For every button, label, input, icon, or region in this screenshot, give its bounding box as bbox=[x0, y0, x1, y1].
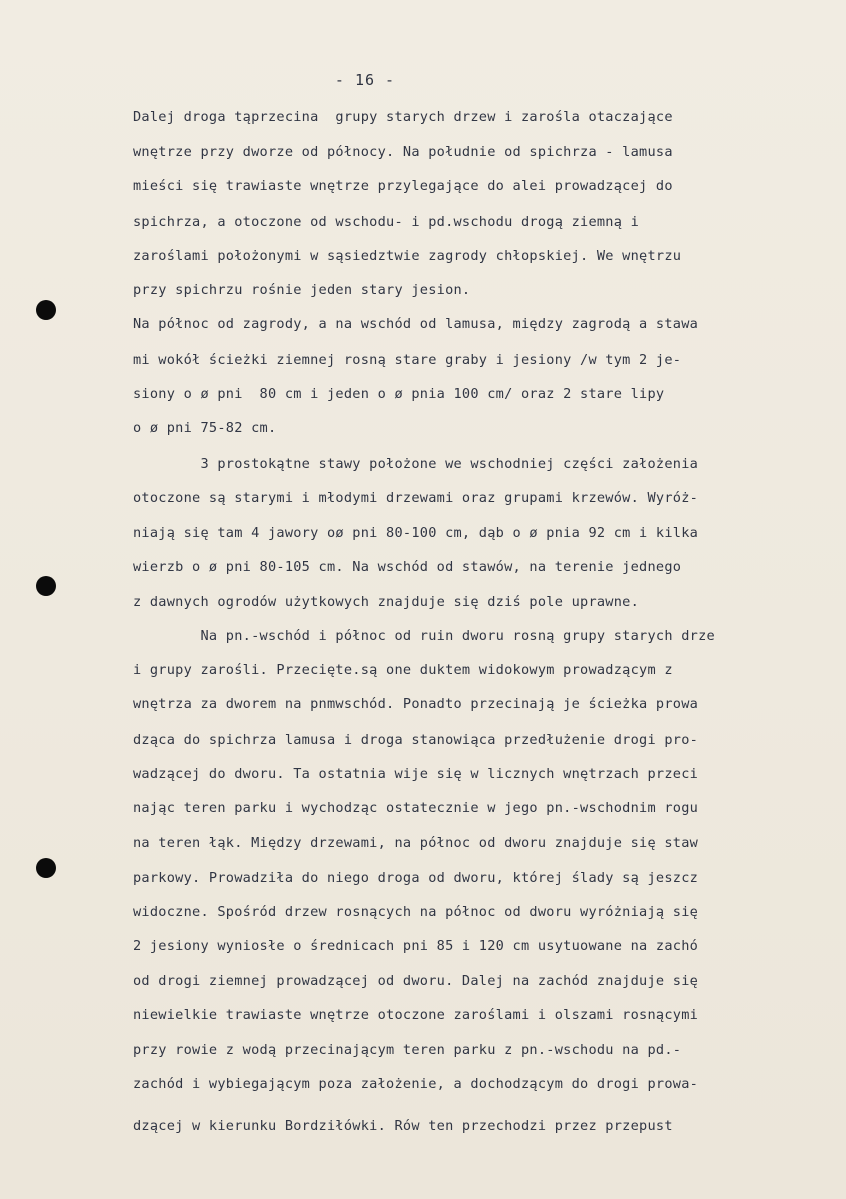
text-line: siony o ø pni 80 cm i jeden o ø pnia 100 cm/ oraz 2 stare lipy bbox=[133, 386, 665, 402]
text-line: nając teren parku i wychodząc ostatecznie w jego pn.-wschodnim rogu bbox=[133, 800, 699, 816]
text-line: wnętrze przy dworze od północy. Na południe od spichrza - lamusa bbox=[133, 144, 673, 160]
text-line: 3 prostokątne stawy położone we wschodniej części założenia bbox=[133, 456, 699, 472]
text-line: Na północ od zagrody, a na wschód od lamusa, między zagrodą a stawa bbox=[133, 316, 699, 332]
text-line: przy rowie z wodą przecinającym teren parku z pn.-wschodu na pd.- bbox=[133, 1042, 682, 1058]
punch-hole-bottom bbox=[36, 858, 56, 878]
text-line: o ø pni 75-82 cm. bbox=[133, 420, 277, 436]
punch-hole-top bbox=[36, 300, 56, 320]
text-line: niają się tam 4 jawory oø pni 80-100 cm, dąb o ø pnia 92 cm i kilka bbox=[133, 525, 699, 541]
text-line: mieści się trawiaste wnętrze przylegające do alei prowadzącej do bbox=[133, 178, 673, 194]
text-line: wadzącej do dworu. Ta ostatnia wije się w licznych wnętrzach przeci bbox=[133, 766, 699, 782]
text-line: 2 jesiony wyniosłe o średnicach pni 85 i 120 cm usytuowane na zachó bbox=[133, 938, 699, 954]
text-line: wnętrza za dworem na pnmwschód. Ponadto przecinają je ścieżka prowa bbox=[133, 696, 699, 712]
text-line: i grupy zarośli. Przecięte.są one duktem widokowym prowadzącym z bbox=[133, 662, 673, 678]
text-line: na teren łąk. Między drzewami, na północ od dworu znajduje się staw bbox=[133, 835, 699, 851]
text-line: Na pn.-wschód i północ od ruin dworu rosną grupy starych drze bbox=[133, 628, 715, 644]
text-line: widoczne. Spośród drzew rosnących na północ od dworu wyróżniają się bbox=[133, 904, 699, 920]
text-line: otoczone są starymi i młodymi drzewami oraz grupami krzewów. Wyróż- bbox=[133, 490, 699, 506]
punch-hole-middle bbox=[36, 576, 56, 596]
text-line: mi wokół ścieżki ziemnej rosną stare graby i jesiony /w tym 2 je- bbox=[133, 352, 682, 368]
text-line: niewielkie trawiaste wnętrze otoczone zaroślami i olszami rosnącymi bbox=[133, 1007, 699, 1023]
page-number: - 16 - bbox=[334, 71, 396, 89]
text-line: od drogi ziemnej prowadzącej od dworu. Dalej na zachód znajduje się bbox=[133, 973, 699, 989]
text-line: spichrza, a otoczone od wschodu- i pd.wschodu drogą ziemną i bbox=[133, 214, 640, 230]
text-line: dząca do spichrza lamusa i droga stanowiąca przedłużenie drogi pro- bbox=[133, 732, 699, 748]
text-line: przy spichrzu rośnie jeden stary jesion. bbox=[133, 282, 471, 298]
text-line: parkowy. Prowadziła do niego droga od dworu, której ślady są jeszcz bbox=[133, 870, 699, 886]
text-line: dzącej w kierunku Bordziłówki. Rów ten przechodzi przez przepust bbox=[133, 1118, 673, 1134]
text-line: wierzb o ø pni 80-105 cm. Na wschód od stawów, na terenie jednego bbox=[133, 559, 682, 575]
text-line: zaroślami położonymi w sąsiedztwie zagrody chłopskiej. We wnętrzu bbox=[133, 248, 682, 264]
text-line: z dawnych ogrodów użytkowych znajduje się dziś pole uprawne. bbox=[133, 594, 640, 610]
text-line: Dalej droga tąprzecina grupy starych drzew i zarośla otaczające bbox=[133, 109, 673, 125]
text-line: zachód i wybiegającym poza założenie, a dochodzącym do drogi prowa- bbox=[133, 1076, 699, 1092]
